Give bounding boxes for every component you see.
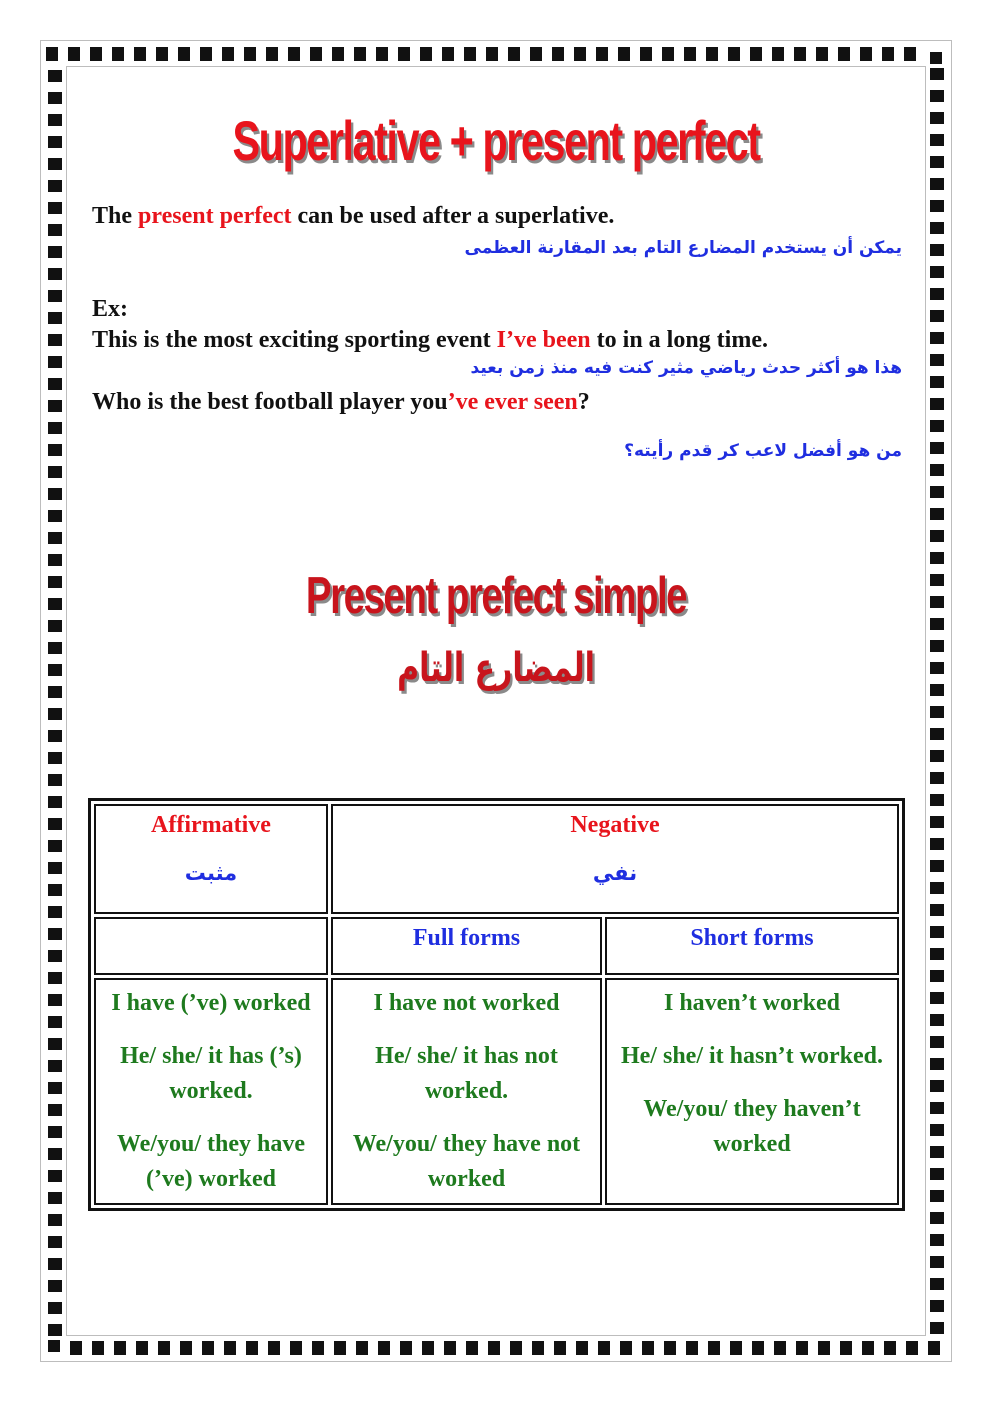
section-title-arabic: المضارع التام [397,645,595,691]
intro-text-1: The [92,203,139,229]
intro-arabic: يمكن أن يستخدم المضارع التام بعد المقارنة العظمى [464,238,902,258]
full-form: I have not worked [373,990,560,1016]
border-stripe-left [48,70,62,1338]
border-corner-bottom-left [48,1340,60,1352]
negative-header-arabic: نفي [592,861,638,885]
example-2-text-2: ? [577,389,590,415]
border-stripe-top [46,47,922,61]
border-stripe-bottom [70,1341,946,1355]
short-form: I haven’t worked [663,990,840,1016]
full-forms-cell [331,917,602,975]
example-2 [92,389,590,416]
affirmative-form: I have (’ve) worked [111,990,311,1016]
full-form: He/ she/ it has not worked. [375,1043,558,1104]
intro-highlight: present perfect [138,203,292,229]
example-1 [92,327,768,354]
short-form: He/ she/ it hasn’t worked. [620,1043,883,1069]
border-corner-top-right [930,52,942,64]
short-forms-list-cell [605,978,899,1205]
table-header-row [94,804,899,914]
affirmative-forms-cell [94,978,328,1205]
example-2-text-1: Who is the best football player you [92,389,448,415]
short-form: We/you/ they haven’t worked [643,1096,861,1157]
grammar-table [88,798,905,1211]
page-title: Superlative + present perfect [232,109,760,172]
affirmative-header-cell [94,804,328,914]
short-forms-header: Short forms [690,925,814,951]
full-forms-list-cell [331,978,602,1205]
examples-label: Ex: [92,296,128,322]
intro-sentence [92,203,614,230]
full-form: We/you/ they have not worked [352,1131,581,1192]
affirmative-form: He/ she/ it has (’s) worked. [120,1043,302,1104]
example-2-highlight: ’ve ever seen [447,389,578,415]
example-1-arabic: هذا هو أكثر حدث رياضي مثير كنت فيه منذ زمن بعيد [470,358,902,378]
affirmative-header-arabic: مثبت [184,861,238,885]
affirmative-form: We/you/ they have (’ve) worked [116,1131,305,1192]
table-row [94,978,899,1205]
example-1-text-1: This is the most exciting sporting event [92,327,497,353]
short-forms-cell [605,917,899,975]
example-1-text-2: to in a long time. [590,327,768,353]
empty-subheader-cell [94,917,328,975]
example-1-highlight: I’ve been [496,327,591,353]
example-2-arabic: من هو أفضل لاعب كر قدم رأيته؟ [624,441,902,461]
section-title: Present prefect simple [305,567,687,625]
table-subheader-row [94,917,899,975]
negative-header: Negative [570,812,660,838]
intro-text-2: can be used after a superlative. [291,203,615,229]
border-stripe-right [930,68,944,1336]
negative-header-cell [331,804,899,914]
full-forms-header: Full forms [412,925,521,951]
affirmative-header: Affirmative [151,812,271,838]
